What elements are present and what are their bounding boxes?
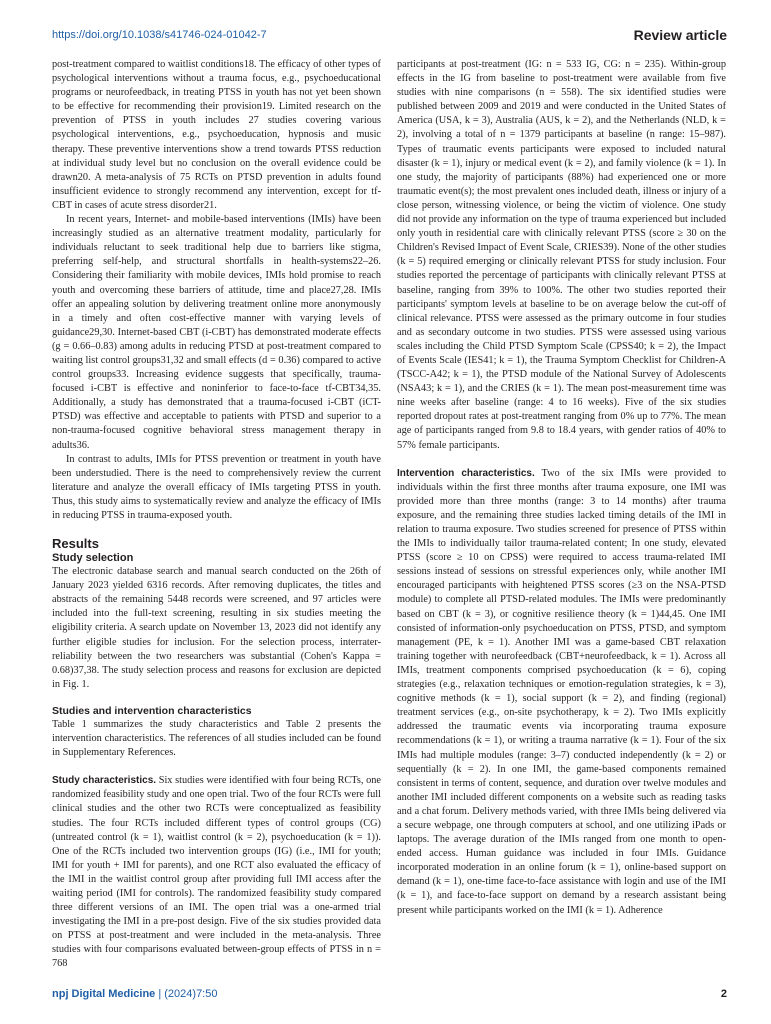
paragraph-study-characteristics [52,774,381,971]
studies-characteristics-heading: Studies and intervention characteristics [52,704,252,717]
right-column [397,58,726,918]
intervention-characteristics-runin: Intervention characteristics. [397,467,535,479]
paragraph-intervention-characteristics [397,467,726,918]
paragraph-study-aim: In contrast to adults, IMIs for PTSS prevention or treatment in youth have been understudied. There is the need to comprehensively review the current literature and analyze the overall efficacy of IMIs targeting PTSS in youth. Thus, this study aims to systematically review and analyze the efficacy of IMIs in reducing PTSS in trauma-exposed youth. [52,453,381,521]
paragraph-imi-background: In recent years, Internet- and mobile-based interventions (IMIs) have been increasingly studied as an alternative treatment modality, particularly for individuals reluctant to seek traditional help due to barriers like stigma, preferring self-help, and structural shortfalls in health-systems22–26. Considering their familiarity with mobile devices, IMIs hold promise to reach youth and overcoming these barriers of attitude, time and place27,28. IMIs offer an appealing solution by delivering treatment online more anonymously in a timely and often cost-effective manner with varying levels of guidance29,30. Internet-based CBT (i-CBT) has demonstrated moderate effects (g = 0.66–0.83) among adults in reducing PTSD at post-treatment compared to waiting list control groups31,32 and small effects (d = 0.36) compared to active control groups33. Increasing evidence suggests that specifically, trauma-focused i-CBT is effective and noninferior to face-to-face tf-CBT34,35. Additionally, a study has demonstrated that a trauma-focused i-CBT (iCT-PTSD) was effective and acceptable to patients with PTSD and superior to a non-trauma-focused cognitive behavioral stress management therapy in adults36. [52,214,381,451]
article-type-label: Review article [633,27,727,43]
study-characteristics-runin: Study characteristics. [52,775,157,787]
footer-journal [52,988,217,1000]
paragraph-intro-continued: post-treatment compared to waitlist conditions18. The efficacy of other types of psychological interventions without a trauma focus, e.g., psychoeducational programs or neurofeedback, in treating PTSS in youth has not yet been shown to be effective for recommending their provision19. Limited research on the prevention of PTSS in youth includes 27 studies covering various psychological interventions, e.g., psychoeducation, hypnosis and music therapy. These preventive interventions show a trend towards PTSS reduction at individual study level but no conclusion on the overall evidence could be drawn20. A meta-analysis of 75 RCTs on PTSD prevention in adults found insufficient evidence to strongly recommend any intervention, except for tf-CBT in cases of acute stress disorder21. [52,59,381,211]
paragraph-participants: participants at post-treatment (IG: n = 533 IG, CG: n = 235). Within-group effects in the IG from baseline to post-treatment were available from five studies with nine comparisons (n = 558). The six identified studies were published between 2009 and 2019 and were conducted in the United States of America (USA, k = 3), Australia (AUS, k = 2), and the Netherlands (NLD, k = 2), involving a total of n = 1379 participants at baseline (n range: 15–987). Types of traumatic events participants were exposed to included natural disaster (k = 1), injury or medical event (k = 2), and family violence (k = 1). In one study, the majority of participants (88%) had experienced one or more traumatic event(s); the most prevalent ones included death, illness or injury of a close person, witnessing violence, or being the victim of violence. One study did not provide any information on the type of trauma experienced but included only youth in residential care with clinically relevant PTSS (score ≥ 30 on the Children's Revised Impact of Event Scale, CRIES39). None of the other studies (k = 5) required emerging or clinically relevant PTSS for study inclusion. Four studies reported the percentage of participants with clinically relevant PTSS at baseline, ranging from 39% to 100%. The other two studies reported their participants' symptom levels at baseline to be on average below the cut-off of clinical relevance. PTSS were assessed as the primary outcome in four studies and as secondary outcome in two studies. PTSS were assessed using various scales including the Child PTSD Symptom Scale (CPSS40; k = 2), the Impact of Events Scale (IES41; k = 1), the Trauma Symptom Checklist for Children-A (TSCC-A42; k = 1), the PTSD module of the National Survey of Adolescents (NSA43; k = 1), and the CRIES (k = 1). The mean post-measurement time was nine weeks after baseline (range: 4 to 16 weeks). Five of the six studies reported dropout rates at post-treatment ranging from 0% up to 77%. The mean age of participants ranged from 9.8 to 18.4 years, with gender ratios of 40% to 57% female participants. [397,59,726,451]
page-number: 2 [720,988,727,1000]
intervention-characteristics-text: Two of the six IMIs were provided to individuals within the first three months after trauma exposure, one IMI was provided more than three months (range: 3 to 14 months) after trauma exposure, and the remaining three studies lacked timing details of the IMI in relation to trauma exposure. Two studies screened for presence of PTSS within the IMIs to individually tailor trauma-related content; In one study, elevated PTSS (score ≥ 10 on CPSS) were required to access trauma-related IMI sessions instead of sessions on stressful experiences only, while another IMI encouraged participants with heightened PTSS scores (≥3 on the NSA-PTSD module) to complete all PTSD-related modules. The IMIs were predominantly based on CBT (k = 3), or cognitive resilience theory (k = 1)44,45. One IMI consisted of information-only psychoeducation on PTSS, PTSD, and symptom management (PE, k = 1). Another IMI was a game-based CBT relaxation training together with neurofeedback (CBT+neurofeedback, k = 1). Across all IMIs, treatment components comprised psychoeducation (k = 6), coping strategies (e.g., relaxation techniques or emotion-regulation strategies, k = 3), cognitive methods (k = 1), social support (k = 2), and finding (regional) treatment services (e.g., on-site psychotherapy, k = 2). Two IMIs explicitly addressed the traumatic events via incorporating trauma exposure recommendations (k = 1), or writing a trauma narrative (k = 1). Four of the six IMIs had multiple modules (range: 3–7) conducted independently (k = 2) or sequentially (k = 2). In one IMI, the game-based components remained consistent in terms of content, sequence, and duration over twelve modules and another IMI included different components on a website such as reading tasks and a chat forum. Delivery methods varied, with three IMIs being delivered via a secure webpage, one through computers at school, and one utilizing iPads or laptops. The average duration of the IMIs ranged from one month to open-ended access. Human guidance was included in four IMIs. Guidance incorporated moderation in an online forum (k = 1), online-based support on demand (k = 1), one-time face-to-face assistance with login and use of the IMI (k = 1), and face-to-face support on demand by a research assistant being present while participants worked on the IMI (k = 1). Adherence [397,467,726,916]
doi-link[interactable]: https://doi.org/10.1038/s41746-024-01042-7 [52,29,267,41]
results-heading: Results [52,536,99,552]
paragraph-tables-summary: Table 1 summarizes the study characteristics and Table 2 presents the intervention characteristics. The references of all studies included can be found in Supplementary References. [52,718,381,759]
paragraph-study-selection: The electronic database search and manual search conducted on the 26th of January 2023 yielded 6316 records. After removing duplicates, the titles and abstracts of the remaining 5448 records were screened, and 97 articles were included into the full-text screening, resulting in six studies meeting the eligibility criteria. A search update on November 13, 2023 did not identify any further eligible studies for inclusion. For the selection process, interrater-reliability between the two researchers was substantial (Cohen's Kappa = 0.68)37,38. The study selection process and reasons for exclusion are depicted in Fig. 1. [52,566,381,690]
journal-name: npj Digital Medicine [52,988,156,1000]
left-column [52,58,381,972]
journal-issue: | (2024)7:50 [155,988,218,1000]
study-characteristics-text: Six studies were identified with four being RCTs, one randomized feasibility study and one open trial. Two of the four RCTs were full clinical studies and the other two RCTs were conceptualized as feasibility studies. The four RCTs included different types of control groups (CG) (untreated control (k = 1), waitlist control (k = 2), psychoeducation (k = 1)). One of the RCTs included two intervention groups (IG) (i.e., IMI for youth; IMI for youth + IMI for parents), and one RCT also evaluated the efficacy of the IMI in the waitlist control group after providing full IMI access after the waiting period (IMI for controls). The randomized feasibility study compared three different versions of an IMI. The open trial was a one-armed trial investigating the IMI in a pre-post design. Five of the six studies provided data on PTSS at post-treatment and were included in the meta-analysis. Three studies with four comparisons evaluated between-group effects of PTSS in n = 768 [52,775,381,970]
study-selection-heading: Study selection [52,552,134,565]
